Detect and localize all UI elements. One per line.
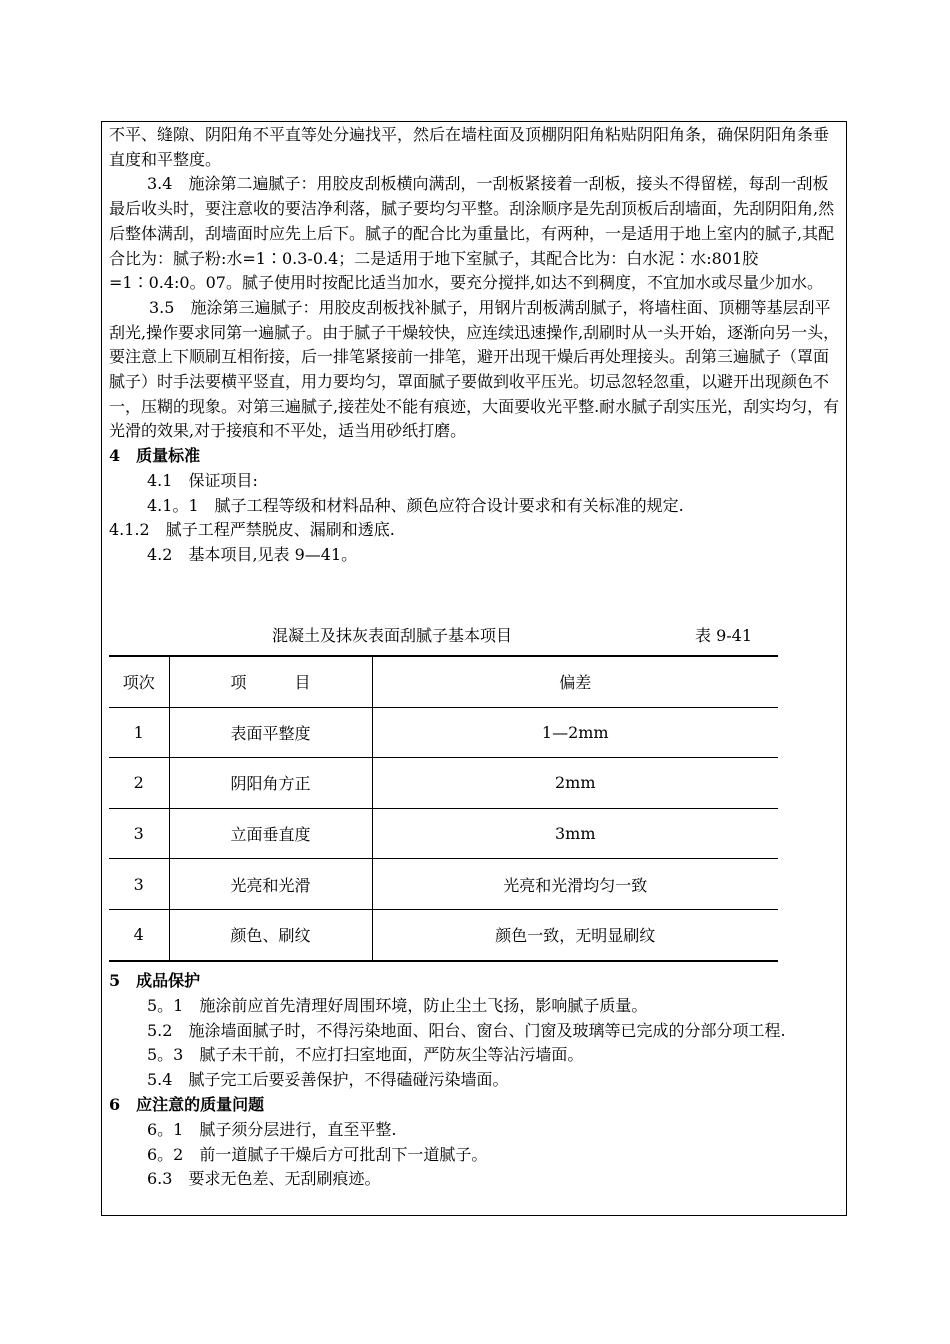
section-5-heading: 5 成品保护 [109, 971, 201, 990]
section-5-4: 5.4 腻子完工后要妥善保护，不得磕碰污染墙面。 [147, 1070, 509, 1090]
section-4-2: 4.2 基本项目,见表 9—41。 [147, 544, 358, 564]
section-4-1-2: 4.1.2 腻子工程严禁脱皮、漏刷和透底. [109, 520, 395, 540]
section-6-heading: 6 应注意的质量问题 [109, 1094, 265, 1114]
header-cell: 项次 [109, 656, 169, 707]
table-caption [109, 623, 841, 648]
section-5-3: 5。3 腻子未干前，不应打扫室地面，严防灰尘等沾污墙面。 [147, 1045, 584, 1065]
table-cell: 光亮和光滑均匀一致 [372, 859, 778, 910]
table-title: 混凝土及抹灰表面刮腻子基本项目 [272, 626, 513, 645]
table-cell: 阴阳角方正 [169, 758, 372, 809]
table-cell: 2mm [372, 758, 778, 809]
table-cell: 颜色一致，无明显刷纹 [372, 909, 778, 960]
section-4-1: 4.1 保证项目: [147, 470, 258, 490]
table-row [109, 808, 778, 859]
table-cell: 立面垂直度 [169, 808, 372, 859]
section-6-2: 6。2 前一道腻子干燥后方可批刮下一道腻子。 [147, 1144, 488, 1164]
section-6-1: 6。1 腻子须分层进行，直至平整. [147, 1119, 397, 1139]
header-cell: 偏差 [372, 656, 778, 707]
table-cell: 3mm [372, 808, 778, 859]
paragraph-leveling: 不平、缝隙、阴阳角不平直等处分遍找平，然后在墙柱面及顶棚阴阳角粘贴阴阳角条，确保阴阳角条垂直度和平整度。 [109, 125, 830, 169]
section-4-heading: 4 质量标准 [109, 446, 201, 466]
body-text [109, 123, 841, 568]
section-6-3: 6.3 要求无色差、无刮刷痕迹。 [147, 1169, 381, 1189]
table-row [109, 758, 778, 809]
table-cell: 1 [109, 707, 169, 758]
section-4-1-1: 4.1。1 腻子工程等级和材料品种、颜色应符合设计要求和有关标准的规定. [147, 495, 684, 515]
table-cell: 4 [109, 909, 169, 960]
paragraph-3-5: 3.5 施涂第三遍腻子：用胶皮刮板找补腻子，用钢片刮板满刮腻子，将墙柱面、顶棚等基层刮平刮光,操作要求同第一遍腻子。由于腻子干燥较快，应连续迅速操作,刮刷时从一头开始，逐渐向另一头，要注意上下顺刷互相衔接，后一排笔紧接前一排笔，避开出现干燥后再处理接头。刮第三遍腻子（罩面腻子）时手法要横平竖直，用力要均匀，罩面腻子要做到收平压光。切忌忽轻忽重，以避开出现颜色不一，压糊的现象。对第三遍腻子,接茬处不能有痕迹，大面要收光平整.耐水腻子刮实压光，刮实均匀，有光滑的效果,对于接痕和不平处，适当用砂纸打磨。 [109, 297, 840, 441]
table-header-row [109, 656, 778, 707]
quality-table [109, 655, 778, 962]
section-5-2: 5.2 施涂墙面腻子时，不得污染地面、阳台、窗台、门窗及玻璃等已完成的分部分项工程. [147, 1020, 786, 1040]
paragraph-3-4: 3.4 施涂第二遍腻子：用胶皮刮板横向满刮，一刮板紧接着一刮板，接头不得留槎，每刮一刮板最后收头时，要注意收的要洁净利落，腻子要均匀平整。刮涂顺序是先刮顶板后刮墙面，先刮阴阳角,然后整体满刮，刮墙面时应先上后下。腻子的配合比为重量比，有两种，一是适用于地上室内的腻子,其配合比为：腻子粉:水=1∶0.3-0.4；二是适用于地下室腻子，其配合比为：白水泥∶水:801胶=1∶0.4:0。07。腻子使用时按配比适当加水，要充分搅拌,如达不到稠度，不宜加水或尽量少加水。 [109, 174, 835, 293]
header-cell: 项 目 [169, 656, 372, 707]
table-cell: 1—2mm [372, 707, 778, 758]
table-cell: 3 [109, 859, 169, 910]
table-row [109, 707, 778, 758]
table-row [109, 859, 778, 910]
table-cell: 表面平整度 [169, 707, 372, 758]
table-row [109, 909, 778, 960]
table-cell: 颜色、刷纹 [169, 909, 372, 960]
section-5-1: 5。1 施涂前应首先清理好周围环境，防止尘土飞扬，影响腻子质量。 [147, 995, 648, 1015]
table-cell: 光亮和光滑 [169, 859, 372, 910]
table-cell: 3 [109, 808, 169, 859]
table-cell: 2 [109, 758, 169, 809]
tail-sections [109, 969, 841, 1192]
table-number: 表 9-41 [695, 626, 753, 645]
